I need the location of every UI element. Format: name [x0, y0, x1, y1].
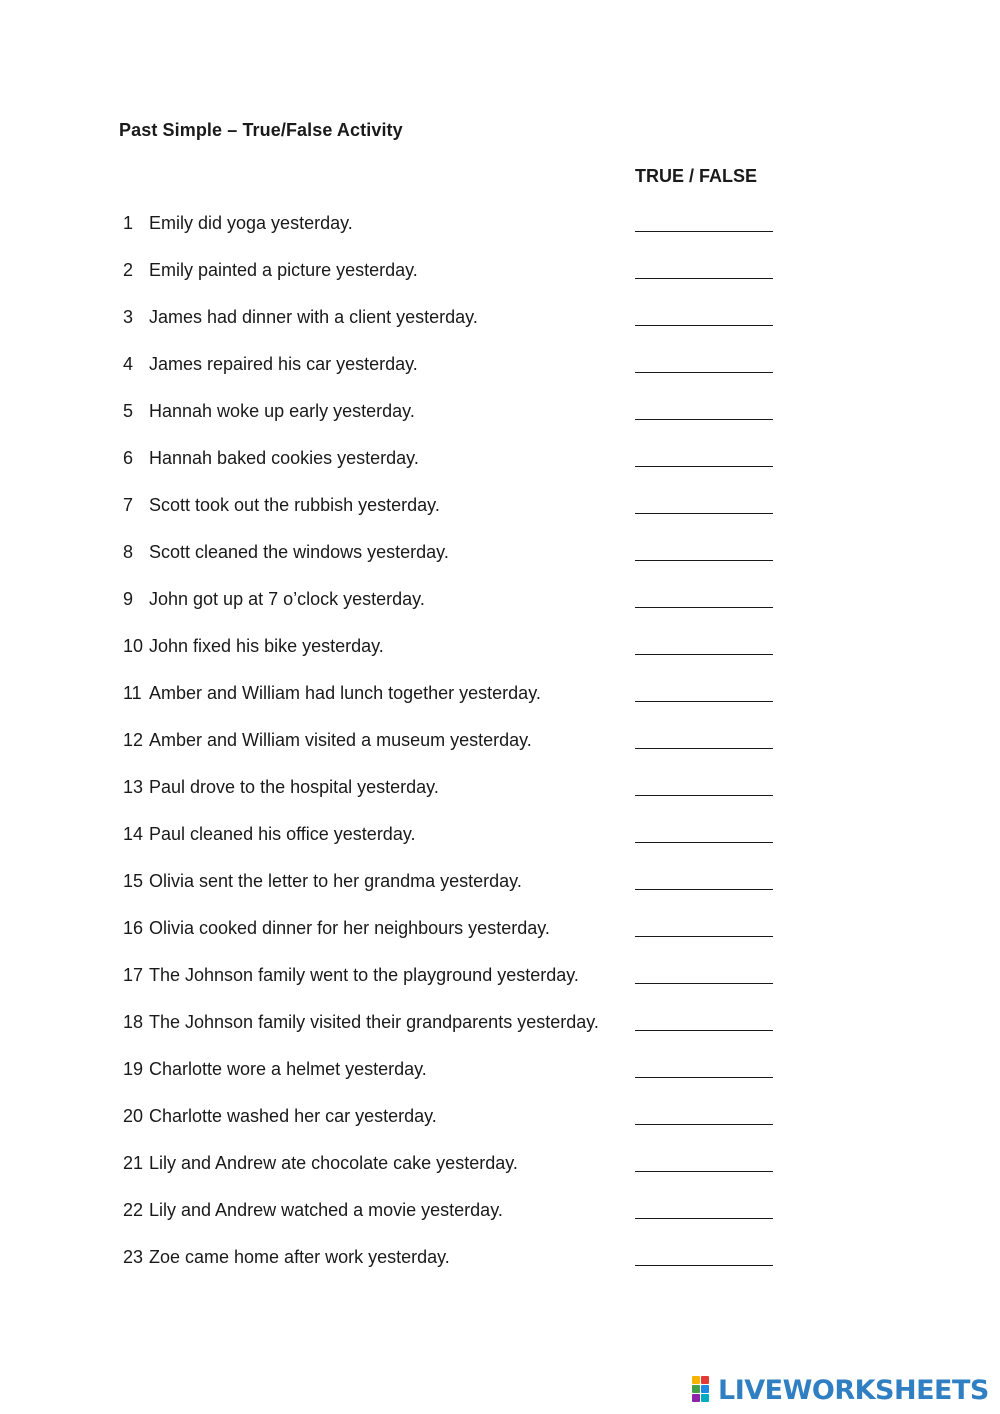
answer-blank[interactable]: [635, 889, 773, 890]
item-statement: Zoe came home after work yesterday.: [149, 1247, 450, 1267]
item-number: 4: [123, 354, 134, 374]
list-item: [123, 1235, 823, 1282]
item-number: 18: [123, 1012, 144, 1032]
answer-blank[interactable]: [635, 513, 773, 514]
item-statement: Hannah baked cookies yesterday.: [149, 448, 419, 468]
list-item: [123, 1000, 823, 1047]
list-item: [123, 765, 823, 812]
list-item: [123, 577, 823, 624]
item-number: 16: [123, 918, 144, 938]
list-item: [123, 953, 823, 1000]
answer-blank[interactable]: [635, 1124, 773, 1125]
list-item: [123, 530, 823, 577]
item-statement: John got up at 7 o’clock yesterday.: [149, 589, 425, 609]
list-item: [123, 1141, 823, 1188]
item-statement: The Johnson family went to the playground yesterday.: [149, 965, 579, 985]
liveworksheets-logo-text: LIVEWORKSHEETS: [718, 1374, 989, 1406]
answer-blank[interactable]: [635, 1171, 773, 1172]
item-statement: James had dinner with a client yesterday.: [149, 307, 478, 327]
item-number: 3: [123, 307, 134, 327]
item-statement: Scott cleaned the windows yesterday.: [149, 542, 449, 562]
item-statement: Scott took out the rubbish yesterday.: [149, 495, 440, 515]
answer-blank[interactable]: [635, 419, 773, 420]
item-number: 12: [123, 730, 144, 750]
answer-blank[interactable]: [635, 842, 773, 843]
answer-blank[interactable]: [635, 278, 773, 279]
answer-blank[interactable]: [635, 701, 773, 702]
list-item: [123, 1188, 823, 1235]
answer-blank[interactable]: [635, 654, 773, 655]
item-number: 9: [123, 589, 134, 609]
item-statement: Hannah woke up early yesterday.: [149, 401, 415, 421]
answer-blank[interactable]: [635, 983, 773, 984]
list-item: [123, 436, 823, 483]
item-number: 15: [123, 871, 144, 891]
answer-blank[interactable]: [635, 372, 773, 373]
logo-square-icon: [692, 1394, 700, 1402]
answer-blank[interactable]: [635, 1265, 773, 1266]
statement-list: [123, 201, 823, 1282]
item-number: 8: [123, 542, 134, 562]
item-number: 14: [123, 824, 144, 844]
item-number: 21: [123, 1153, 144, 1173]
item-number: 1: [123, 213, 134, 233]
list-item: [123, 718, 823, 765]
answer-blank[interactable]: [635, 1218, 773, 1219]
list-item: [123, 859, 823, 906]
item-statement: The Johnson family visited their grandparents yesterday.: [149, 1012, 599, 1032]
list-item: [123, 906, 823, 953]
page-title: Past Simple – True/False Activity: [119, 120, 403, 140]
list-item: [123, 1094, 823, 1141]
item-number: 7: [123, 495, 134, 515]
item-statement: Emily did yoga yesterday.: [149, 213, 353, 233]
answer-blank[interactable]: [635, 325, 773, 326]
item-number: 19: [123, 1059, 144, 1079]
list-item: [123, 201, 823, 248]
item-statement: Paul drove to the hospital yesterday.: [149, 777, 439, 797]
answer-blank[interactable]: [635, 607, 773, 608]
logo-square-icon: [701, 1376, 709, 1384]
item-statement: Amber and William visited a museum yesterday.: [149, 730, 532, 750]
logo-square-icon: [692, 1376, 700, 1384]
answer-blank[interactable]: [635, 560, 773, 561]
list-item: [123, 812, 823, 859]
list-item: [123, 342, 823, 389]
answer-blank[interactable]: [635, 1030, 773, 1031]
list-item: [123, 248, 823, 295]
item-statement: Lily and Andrew watched a movie yesterday.: [149, 1200, 503, 1220]
liveworksheets-logo: [692, 1372, 989, 1408]
answer-blank[interactable]: [635, 748, 773, 749]
item-number: 23: [123, 1247, 144, 1267]
item-statement: Lily and Andrew ate chocolate cake yesterday.: [149, 1153, 518, 1173]
item-number: 5: [123, 401, 134, 421]
answer-blank[interactable]: [635, 466, 773, 467]
logo-square-icon: [701, 1394, 709, 1402]
answer-blank[interactable]: [635, 795, 773, 796]
item-number: 13: [123, 777, 144, 797]
item-number: 2: [123, 260, 134, 280]
item-number: 10: [123, 636, 144, 656]
logo-square-icon: [692, 1385, 700, 1393]
item-number: 20: [123, 1106, 144, 1126]
item-number: 22: [123, 1200, 144, 1220]
answer-blank[interactable]: [635, 231, 773, 232]
true-false-column-header: TRUE / FALSE: [635, 166, 758, 186]
list-item: [123, 624, 823, 671]
list-item: [123, 483, 823, 530]
logo-square-icon: [701, 1385, 709, 1393]
item-number: 11: [123, 683, 142, 703]
item-statement: Emily painted a picture yesterday.: [149, 260, 418, 280]
item-statement: Olivia sent the letter to her grandma yesterday.: [149, 871, 522, 891]
item-number: 6: [123, 448, 134, 468]
list-item: [123, 295, 823, 342]
answer-blank[interactable]: [635, 936, 773, 937]
liveworksheets-logo-icon: [692, 1376, 714, 1404]
item-statement: James repaired his car yesterday.: [149, 354, 418, 374]
item-statement: John fixed his bike yesterday.: [149, 636, 384, 656]
item-statement: Amber and William had lunch together yesterday.: [149, 683, 541, 703]
item-statement: Paul cleaned his office yesterday.: [149, 824, 416, 844]
item-number: 17: [123, 965, 144, 985]
list-item: [123, 1047, 823, 1094]
list-item: [123, 671, 823, 718]
item-statement: Charlotte washed her car yesterday.: [149, 1106, 437, 1126]
item-statement: Charlotte wore a helmet yesterday.: [149, 1059, 427, 1079]
answer-blank[interactable]: [635, 1077, 773, 1078]
list-item: [123, 389, 823, 436]
item-statement: Olivia cooked dinner for her neighbours yesterday.: [149, 918, 550, 938]
